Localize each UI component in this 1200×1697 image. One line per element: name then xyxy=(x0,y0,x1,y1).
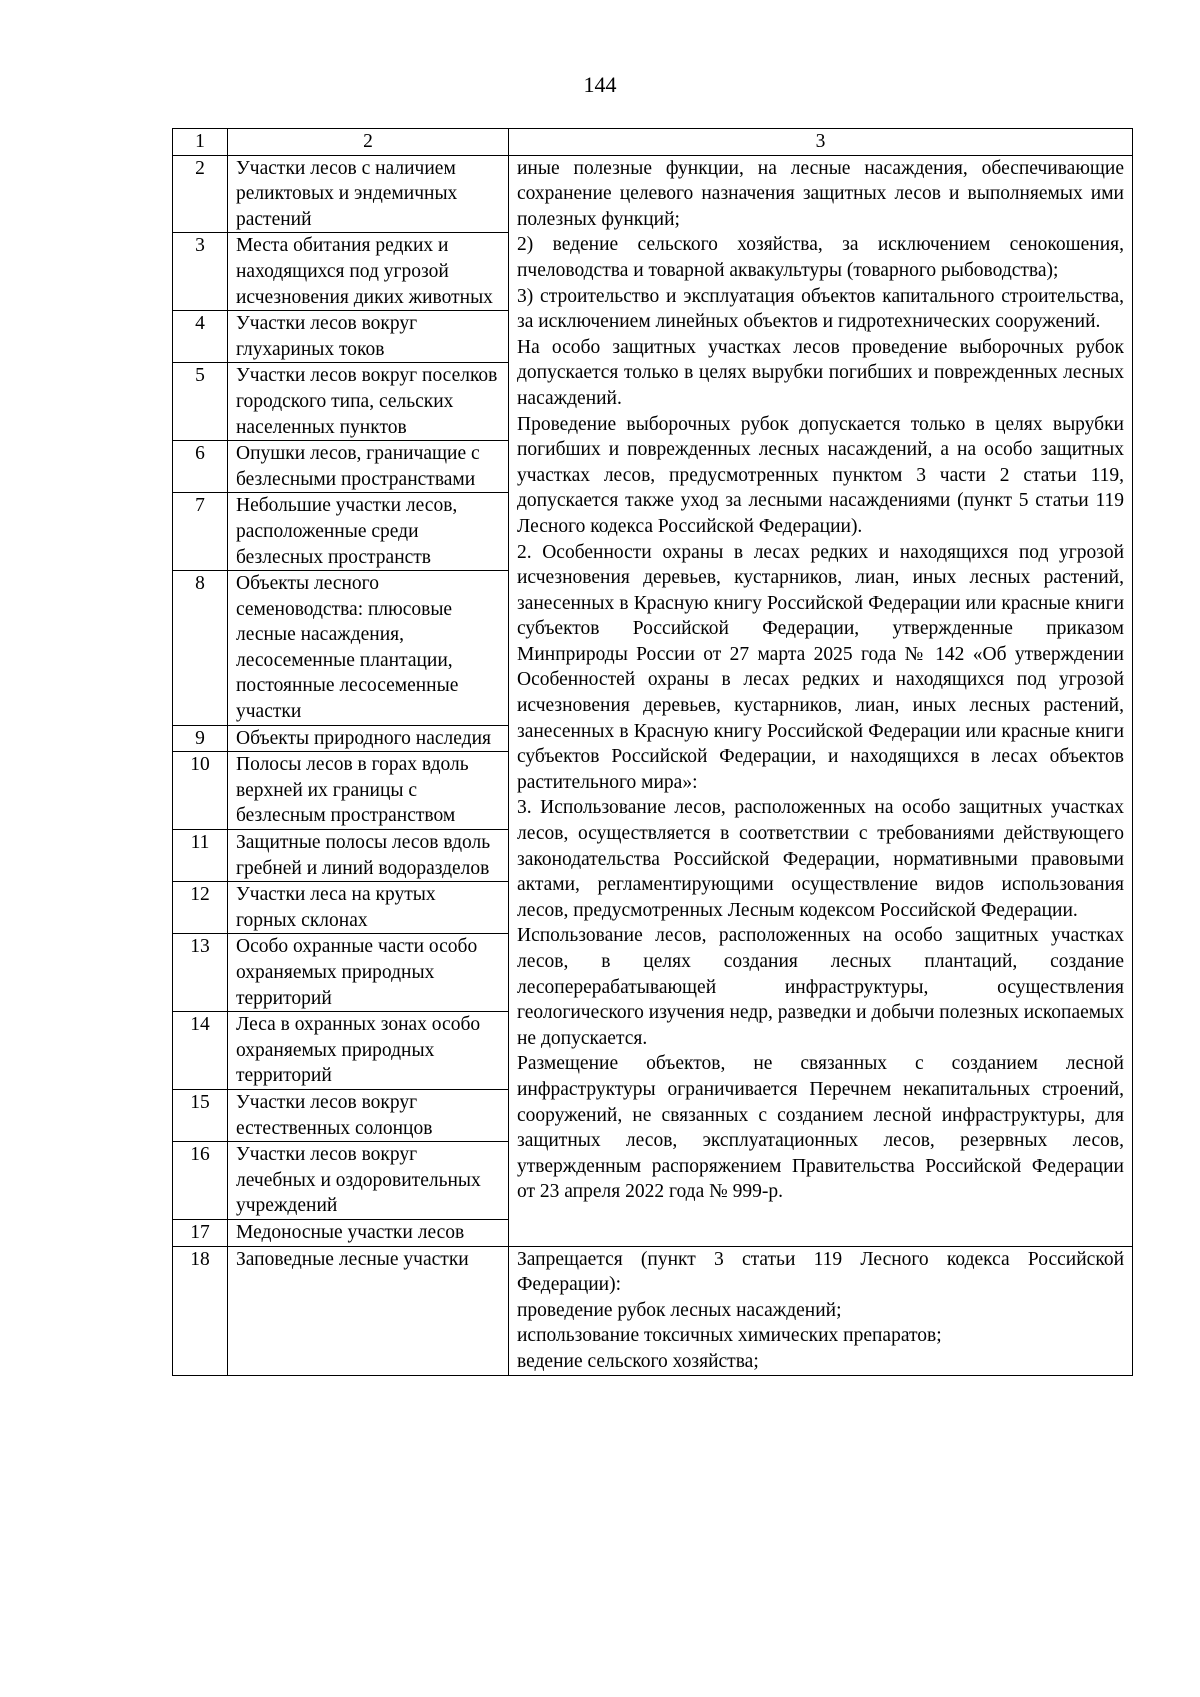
row-number: 14 xyxy=(173,1012,228,1090)
requirement-paragraph: 2. Особенности охраны в лесах редких и находящихся под угрозой исчезновения деревьев, кустарников, лиан, иных лесных растений, занесенных в Красную книгу Российской Федерации или красные книги субъектов Российской Федерации, утвержденные приказом Минприроды России от 27 марта 2025 года № 142 «Об утверждении Особенностей охраны в лесах редких и находящихся под угрозой исчезновения деревьев, кустарников, лиан, иных лесных растений, занесенных в Красную книгу Российской Федерации или красные книги субъектов Российской Федерации, и находящихся в лесах объектов растительного мира»: xyxy=(517,541,1124,793)
requirement-paragraph: Проведение выборочных рубок допускается только в целях вырубки погибших и поврежденных лесных насаждений, а на особо защитных участках лесов, предусмотренных пунктом 3 части 2 статьи 119, допускается также уход за лесными насаждениями (пункт 5 статьи 119 Лесного кодекса Российской Федерации). xyxy=(517,413,1124,537)
requirement-paragraph: иные полезные функции, на лесные насаждения, обеспечивающие сохранение целевого назначения защитных лесов и выполняемых ими полезных функций; xyxy=(517,157,1124,230)
row-object: Участки лесов вокруг поселков городского типа, сельских населенных пунктов xyxy=(228,363,509,441)
row-object: Участки лесов с наличием реликтовых и эндемичных растений xyxy=(228,155,509,233)
requirement-paragraph: Запрещается (пункт 3 статьи 119 Лесного кодекса Российской Федерации): xyxy=(517,1248,1124,1296)
table-row xyxy=(173,155,1133,233)
row-object: Заповедные лесные участки xyxy=(228,1246,509,1375)
requirement-paragraph: ведение сельского хозяйства; xyxy=(517,1350,759,1372)
row-object: Участки лесов вокруг естественных солонцов xyxy=(228,1089,509,1141)
row-object: Объекты природного наследия xyxy=(228,725,509,752)
row-object: Участки лесов вокруг лечебных и оздоровительных учреждений xyxy=(228,1142,509,1220)
row-number: 8 xyxy=(173,571,228,726)
row-number: 16 xyxy=(173,1142,228,1220)
row-object: Участки леса на крутых горных склонах xyxy=(228,882,509,934)
row-object: Полосы лесов в горах вдоль верхней их границы с безлесным пространством xyxy=(228,752,509,830)
row-object: Опушки лесов, граничащие с безлесными пространствами xyxy=(228,441,509,493)
row-number: 15 xyxy=(173,1089,228,1141)
requirement-paragraph: 3) строительство и эксплуатация объектов капитального строительства, за исключением линейных объектов и гидротехнических сооружений. xyxy=(517,285,1124,333)
regulations-table xyxy=(172,128,1133,1376)
row-number: 12 xyxy=(173,882,228,934)
row-number: 2 xyxy=(173,155,228,233)
row-number: 5 xyxy=(173,363,228,441)
requirement-paragraph: 2) ведение сельского хозяйства, за исключением сенокошения, пчеловодства и товарной аквакультуры (товарного рыбоводства); xyxy=(517,234,1124,281)
table-row-last xyxy=(173,1246,1133,1375)
page-number: 144 xyxy=(583,72,617,97)
requirement-paragraph: проведение рубок лесных насаждений; xyxy=(517,1299,842,1321)
row-object: Участки лесов вокруг глухариных токов xyxy=(228,311,509,363)
row-object: Защитные полосы лесов вдоль гребней и линий водоразделов xyxy=(228,830,509,882)
merged-requirements-cell xyxy=(509,155,1133,1246)
requirement-paragraph: Использование лесов, расположенных на особо защитных участках лесов, в целях создания лесных плантаций, создание лесоперерабатывающей инфраструктуры, осуществления геологического изучения недр, разведки и добычи полезных ископаемых не допускается. xyxy=(517,925,1124,1049)
header-col-1: 1 xyxy=(173,129,228,156)
row-number: 10 xyxy=(173,752,228,830)
requirement-paragraph: Размещение объектов, не связанных с созданием лесной инфраструктуры ограничивается Перечнем некапитальных строений, сооружений, не связанных с созданием лесной инфраструктуры, для защитных лесов, эксплуатационных лесов, резервных лесов, утвержденным распоряжением Правительства Российской Федерации от 23 апреля 2022 года № 999-р. xyxy=(517,1053,1124,1203)
row-object: Небольшие участки лесов, расположенные среди безлесных пространств xyxy=(228,493,509,571)
row-number: 7 xyxy=(173,493,228,571)
requirement-paragraph: На особо защитных участках лесов проведение выборочных рубок допускается только в целях вырубки погибших и поврежденных лесных насаждений. xyxy=(517,336,1124,409)
row-number: 3 xyxy=(173,233,228,311)
row-object: Леса в охранных зонах особо охраняемых природных территорий xyxy=(228,1012,509,1090)
row-number: 4 xyxy=(173,311,228,363)
table-header-row xyxy=(173,129,1133,156)
row-object: Особо охранные части особо охраняемых природных территорий xyxy=(228,934,509,1012)
requirement-paragraph: 3. Использование лесов, расположенных на особо защитных участках лесов, осуществляется в соответствии с требованиями действующего законодательства Российской Федерации, нормативными правовыми актами, регламентирующими осуществление видов использования лесов, предусмотренных Лесным кодексом Российской Федерации. xyxy=(517,797,1124,921)
row-number: 9 xyxy=(173,725,228,752)
row-number: 18 xyxy=(173,1246,228,1375)
row-object: Медоносные участки лесов xyxy=(228,1219,509,1246)
header-col-2: 2 xyxy=(228,129,509,156)
last-row-requirements-cell xyxy=(509,1246,1133,1375)
requirement-paragraph: использование токсичных химических препаратов; xyxy=(517,1325,942,1347)
row-number: 13 xyxy=(173,934,228,1012)
header-col-3: 3 xyxy=(509,129,1133,156)
row-object: Объекты лесного семеноводства: плюсовые лесные насаждения, лесосеменные плантации, постоянные лесосеменные участки xyxy=(228,571,509,726)
row-number: 17 xyxy=(173,1219,228,1246)
row-number: 6 xyxy=(173,441,228,493)
row-object: Места обитания редких и находящихся под угрозой исчезновения диких животных xyxy=(228,233,509,311)
row-number: 11 xyxy=(173,830,228,882)
